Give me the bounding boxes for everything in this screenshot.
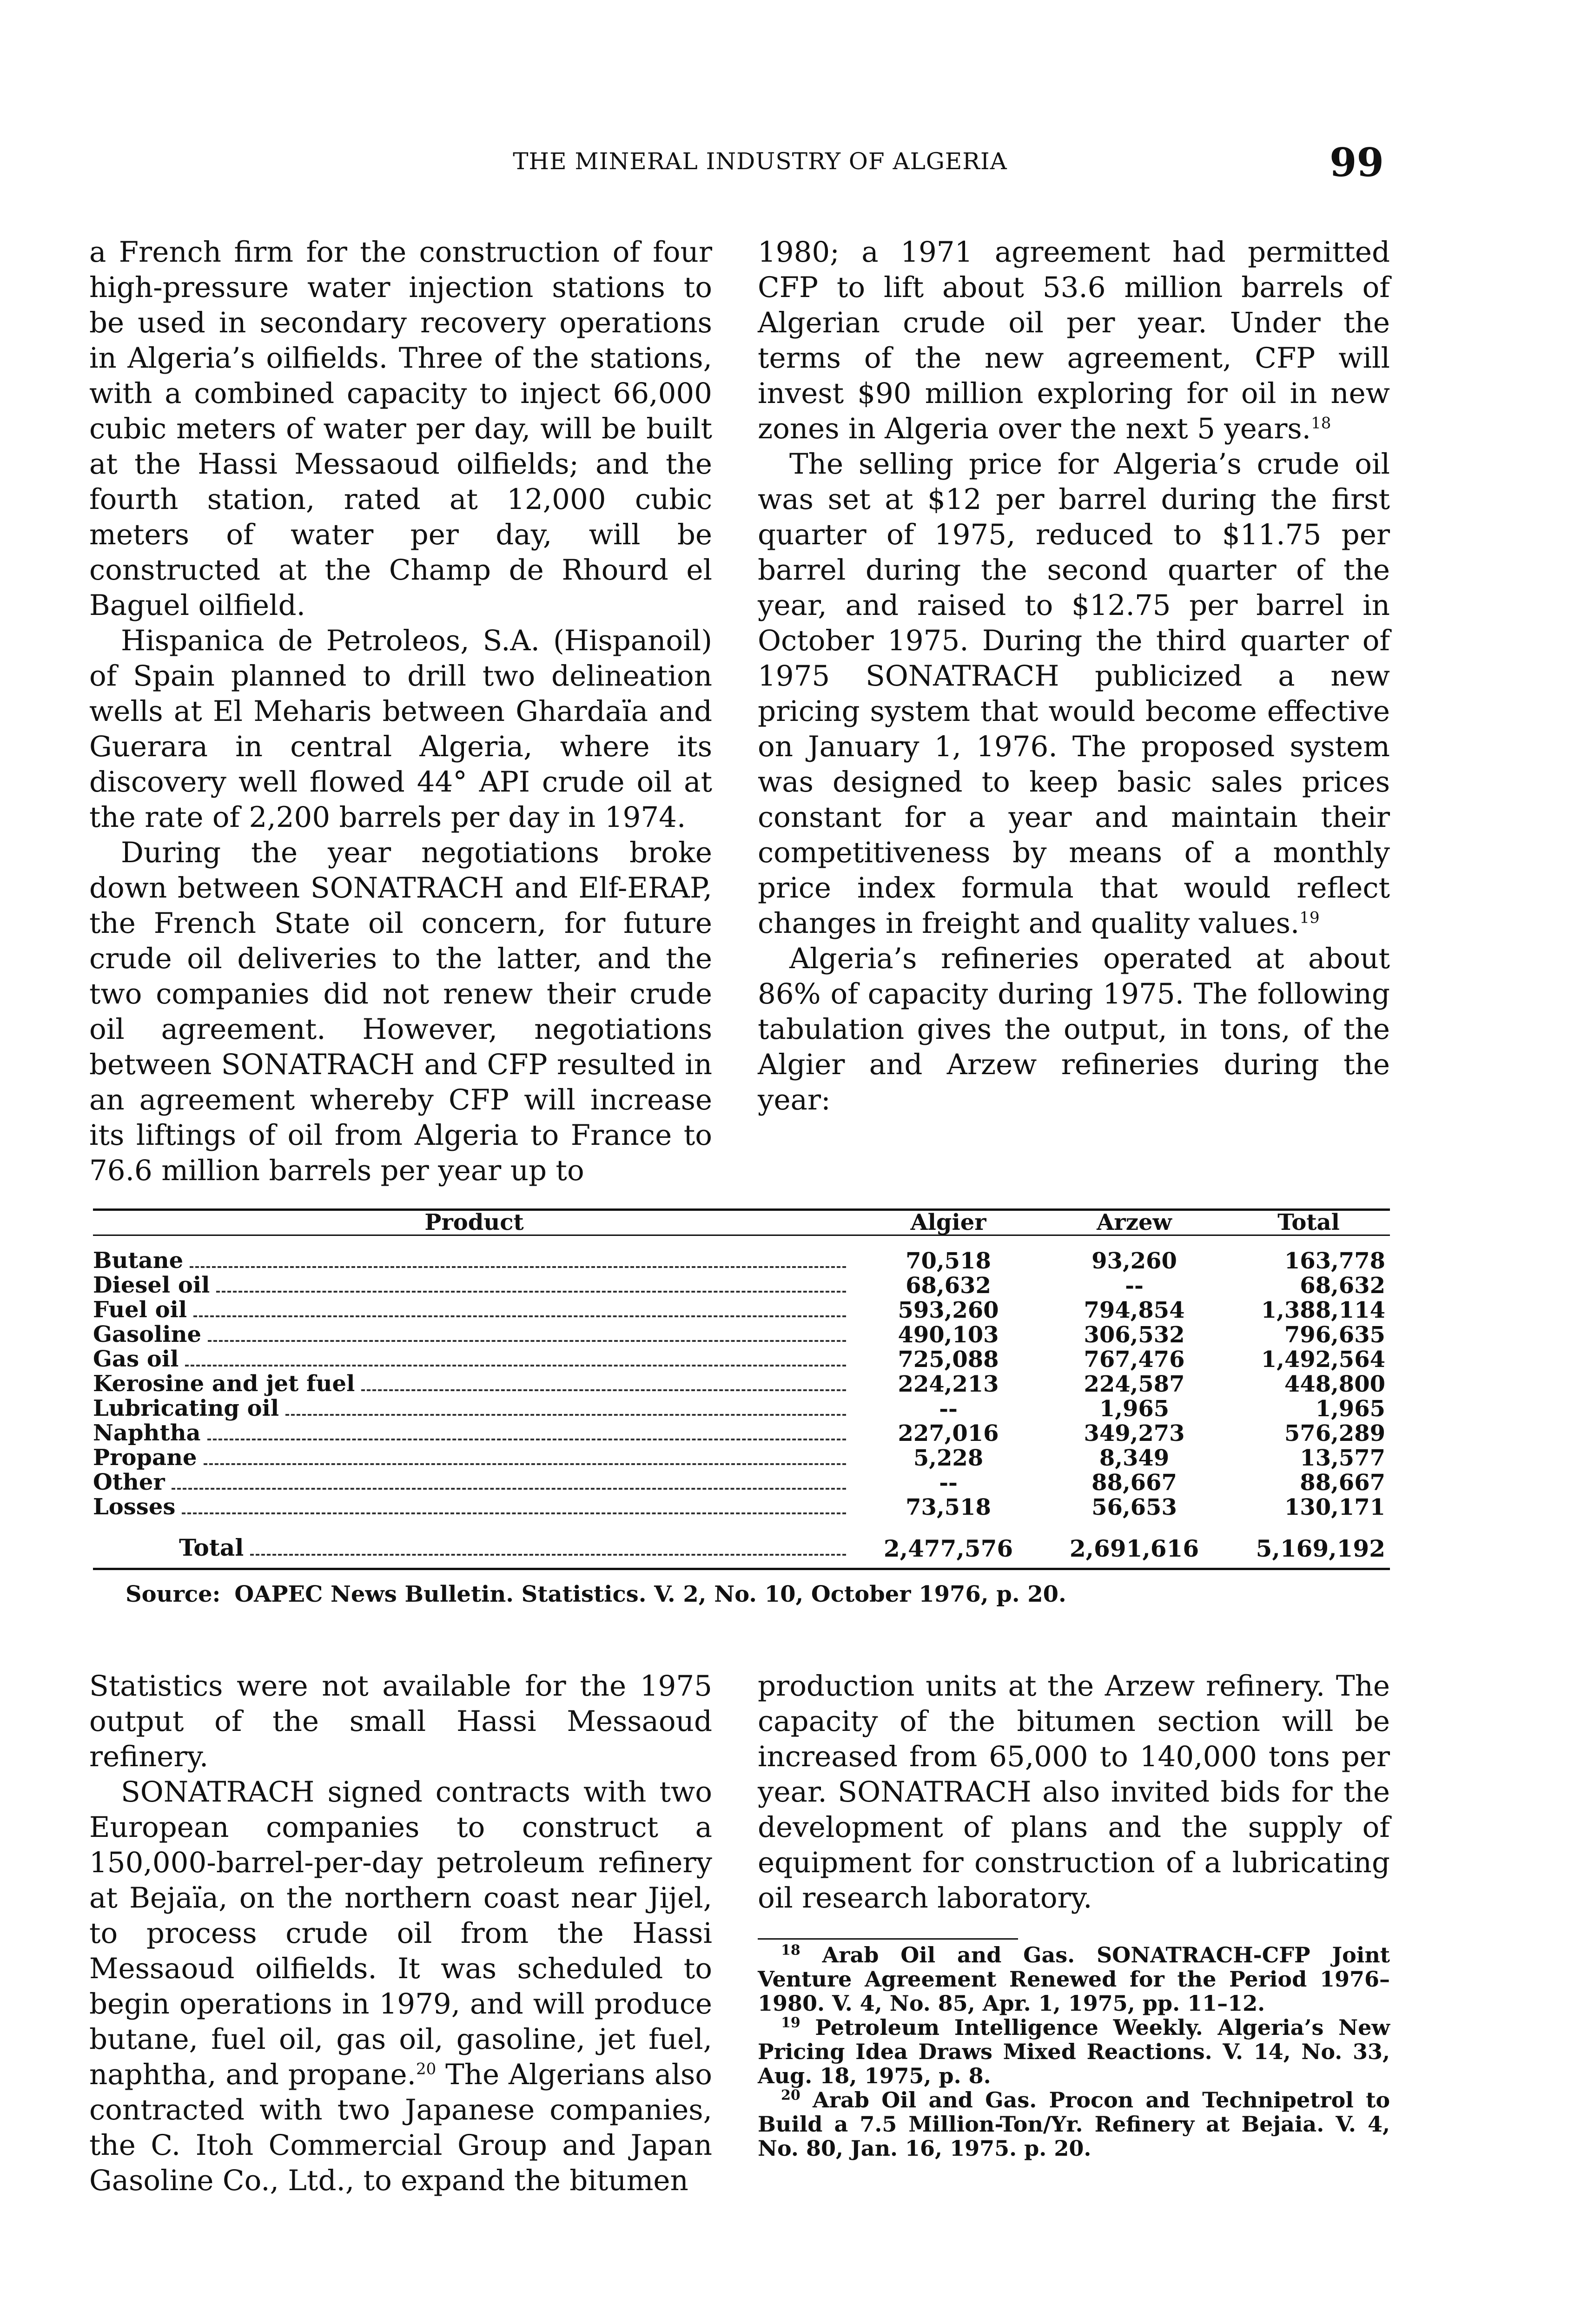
- paragraph: production units at the Arzew refinery. The capacity of the bitumen section will be increased from 65,000 to 140,000 tons per year. SONATRACH also invited bids for the development of plans and the supply of equipment for construction of a lubricating oil research laboratory.: [758, 1670, 1390, 1915]
- dot-leader: [185, 1365, 846, 1367]
- product-name: Naphtha: [93, 1420, 201, 1446]
- total-value: 163,778: [1284, 1248, 1385, 1274]
- product-name: Kerosine and jet fuel: [93, 1371, 355, 1397]
- dot-leader: [193, 1315, 846, 1317]
- product-cell: [93, 1471, 855, 1495]
- algier-value: 68,632: [906, 1273, 991, 1299]
- footnote-text: Arab Oil and Gas. SONATRACH-CFP Joint Venture Agreement Renewed for the Period 1976–1980. V. 4, No. 85, Apr. 1, 1975, pp. 11–12.: [758, 1942, 1390, 2016]
- arzew-value: 349,273: [1084, 1420, 1185, 1446]
- table-row: [93, 1323, 1390, 1347]
- column-right-bottom: [758, 1669, 1390, 1916]
- algier-value: 70,518: [906, 1248, 991, 1274]
- column-header-product: Product: [424, 1209, 524, 1235]
- paragraph-text: The Algerians also contracted with two Japanese companies, the C. Itoh Commercial Group and Japan Gasoline Co., Ltd., to expand the bitumen: [89, 2058, 712, 2197]
- paragraph: [89, 1775, 712, 2199]
- total-value: 130,171: [1284, 1494, 1385, 1520]
- column-right-top: [758, 235, 1390, 1118]
- dot-leader: [182, 1512, 846, 1514]
- column-left-bottom: [89, 1669, 712, 2199]
- column-header-algier: Algier: [910, 1209, 986, 1235]
- dot-leader: [250, 1554, 846, 1556]
- dot-leader: [216, 1291, 846, 1293]
- total-value: 1,492,564: [1261, 1347, 1385, 1373]
- total-value: 68,632: [1300, 1273, 1385, 1299]
- column-header-total: Total: [1277, 1209, 1340, 1235]
- product-cell: [93, 1421, 855, 1446]
- table-row: [93, 1397, 1390, 1421]
- paragraph: [758, 447, 1390, 941]
- product-cell: [93, 1520, 855, 1561]
- table-body: [93, 1236, 1390, 1561]
- dot-leader: [172, 1488, 846, 1490]
- footnote-text: Arab Oil and Gas. Procon and Technipetrol to Build a 7.5 Million-Ton/Yr. Refinery at Bejaia. V. 4, No. 80, Jan. 16, 1975. p. 20.: [758, 2087, 1390, 2161]
- footnote: [758, 2015, 1390, 2088]
- total-value: 448,800: [1284, 1371, 1385, 1397]
- product-cell: [93, 1323, 855, 1347]
- running-head: THE MINERAL INDUSTRY OF ALGERIA: [513, 148, 1007, 175]
- arzew-value: --: [1125, 1273, 1144, 1299]
- dot-leader: [207, 1439, 846, 1440]
- arzew-value: 8,349: [1099, 1445, 1170, 1471]
- paragraph-text: The selling price for Algeria’s crude oil was set at $12 per barrel during the first quarter of 1975, reduced to $11.75 per barrel during the second quarter of the year, and raised to $12.75 per barrel in October 1975. During the third quarter of 1975 SONATRACH publicized a new pricing system that would become effective on January 1, 1976. The proposed system was designed to keep basic sales prices constant for a year and maintain their competitiveness by means of a monthly price index formula that would reflect changes in freight and quality values.: [758, 448, 1390, 940]
- table-row: [93, 1236, 1390, 1274]
- total-value: 1,388,114: [1261, 1297, 1385, 1323]
- footnote-number: 19: [781, 2014, 800, 2031]
- footnotes: [758, 1943, 1390, 2160]
- product-name: Lubricating oil: [93, 1395, 279, 1421]
- algier-value: 227,016: [898, 1420, 999, 1446]
- source-label: Source:: [126, 1581, 221, 1607]
- arzew-value: 306,532: [1084, 1322, 1185, 1348]
- product-cell: [93, 1372, 855, 1397]
- table-row: [93, 1372, 1390, 1397]
- total-value: 576,289: [1284, 1420, 1385, 1446]
- table-row: [93, 1274, 1390, 1298]
- footnote-text: Petroleum Intelligence Weekly. Algeria’s New Pricing Idea Draws Mixed Reactions. V. 14, No. 33, Aug. 18, 1975, p. 8.: [758, 2015, 1390, 2088]
- dot-leader: [204, 1463, 847, 1465]
- product-cell: [93, 1274, 855, 1298]
- table-row: [93, 1421, 1390, 1446]
- page-number: 99: [1330, 139, 1384, 185]
- table-row: [93, 1298, 1390, 1323]
- table-rule-bottom: [93, 1568, 1390, 1570]
- arzew-value: 767,476: [1084, 1347, 1185, 1373]
- algier-value: --: [939, 1470, 958, 1496]
- dot-leader: [208, 1340, 846, 1342]
- algier-value: 73,518: [906, 1494, 991, 1520]
- paragraph-text: 1980; a 1971 agreement had permitted CFP to lift about 53.6 million barrels of Algerian crude oil per year. Under the terms of the new agreement, CFP will invest $90 million exploring for oil in new zones in Algeria over the next 5 years.: [758, 236, 1390, 445]
- product-cell: [93, 1298, 855, 1323]
- arzew-value: 224,587: [1084, 1371, 1185, 1397]
- total-value: 88,667: [1300, 1470, 1385, 1496]
- product-cell: [93, 1446, 855, 1471]
- product-name: Other: [93, 1469, 165, 1495]
- table-row: [93, 1495, 1390, 1520]
- paragraph: Hispanica de Petroleos, S.A. (Hispanoil) of Spain planned to drill two delineation wells at El Meharis between Ghardaïa and Guerara in central Algeria, where its discovery well flowed 44° API crude oil at the rate of 2,200 barrels per day in 1974.: [89, 624, 712, 834]
- paragraph-text: SONATRACH signed contracts with two European companies to construct a 150,000-barrel-per-day petroleum refinery at Bejaïa, on the northern coast near Jijel, to process crude oil from the Hassi Messaoud oilfields. It was scheduled to begin operations in 1979, and will produce butane, fuel oil, gas oil, gasoline, jet fuel, naphtha, and propane.: [89, 1776, 712, 2091]
- table-total-row: [93, 1520, 1390, 1561]
- algier-value: --: [939, 1396, 958, 1422]
- total-value: 13,577: [1300, 1445, 1385, 1471]
- product-cell: [93, 1495, 855, 1520]
- product-name: Total: [179, 1534, 244, 1561]
- algier-value: 224,213: [898, 1371, 999, 1397]
- algier-value: 2,477,576: [883, 1535, 1013, 1562]
- footnote: [758, 1943, 1390, 2015]
- paragraph: Algeria’s refineries operated at about 86% of capacity during 1975. The following tabulation gives the output, in tons, of the Algier and Arzew refineries during the year:: [758, 942, 1390, 1116]
- arzew-value: 88,667: [1091, 1470, 1177, 1496]
- product-name: Losses: [93, 1494, 176, 1520]
- footnote-number: 18: [781, 1942, 800, 1959]
- algier-value: 593,260: [898, 1297, 999, 1323]
- table-row: [93, 1347, 1390, 1372]
- product-cell: [93, 1347, 855, 1372]
- algier-value: 5,228: [913, 1445, 984, 1471]
- product-name: Butane: [93, 1248, 184, 1274]
- product-name: Gas oil: [93, 1346, 179, 1372]
- total-value: 796,635: [1284, 1322, 1385, 1348]
- product-name: Fuel oil: [93, 1297, 187, 1323]
- product-cell: [93, 1397, 855, 1421]
- table-row: [93, 1446, 1390, 1471]
- paragraph: During the year negotiations broke down between SONATRACH and Elf-ERAP, the French State oil concern, for future crude oil deliveries to the latter, and the two companies did not renew their crude oil agreement. However, negotiations between SONATRACH and CFP resulted in an agreement whereby CFP will increase its liftings of oil from Algeria to France to 76.6 million barrels per year up to: [89, 836, 712, 1187]
- paragraph: a French firm for the construction of four high-pressure water injection stations to be used in secondary recovery operations in Algeria’s oilfields. Three of the stations, with a combined capacity to inject 66,000 cubic meters of water per day, will be built at the Hassi Messaoud oilfields; and the fourth station, rated at 12,000 cubic meters of water per day, will be constructed at the Champ de Rhourd el Baguel oilfield.: [89, 236, 712, 622]
- table-source: [126, 1581, 1390, 1607]
- column-header-arzew: Arzew: [1097, 1209, 1172, 1235]
- arzew-value: 2,691,616: [1069, 1535, 1199, 1562]
- footnote-ref: 19: [1299, 908, 1320, 927]
- dot-leader: [285, 1414, 846, 1416]
- footnote-rule: [758, 1938, 1018, 1940]
- arzew-value: 56,653: [1091, 1494, 1177, 1520]
- table-header-row: [93, 1211, 1390, 1235]
- product-name: Gasoline: [93, 1321, 202, 1347]
- product-name: Propane: [93, 1445, 197, 1471]
- paragraph: [758, 235, 1390, 447]
- table-row: [93, 1471, 1390, 1495]
- dot-leader: [361, 1389, 846, 1391]
- total-value: 5,169,192: [1256, 1535, 1385, 1562]
- product-name: Diesel oil: [93, 1272, 210, 1298]
- algier-value: 490,103: [898, 1322, 999, 1348]
- footnote: [758, 2088, 1390, 2160]
- arzew-value: 93,260: [1091, 1248, 1177, 1274]
- footnote-ref: 20: [416, 2060, 437, 2079]
- algier-value: 725,088: [898, 1347, 999, 1373]
- footnote-ref: 18: [1311, 414, 1331, 433]
- source-text: OAPEC News Bulletin. Statistics. V. 2, No. 10, October 1976, p. 20.: [234, 1581, 1066, 1607]
- arzew-value: 794,854: [1084, 1297, 1185, 1323]
- footnote-number: 20: [781, 2087, 800, 2104]
- arzew-value: 1,965: [1099, 1396, 1170, 1422]
- data-table: [93, 1211, 1390, 1561]
- total-value: 1,965: [1315, 1396, 1385, 1422]
- refinery-output-table: [93, 1208, 1390, 1607]
- paragraph: Statistics were not available for the 1975 output of the small Hassi Messaoud refinery.: [89, 1670, 712, 1773]
- column-left-top: [89, 235, 712, 1188]
- product-cell: [93, 1236, 855, 1274]
- dot-leader: [190, 1266, 846, 1268]
